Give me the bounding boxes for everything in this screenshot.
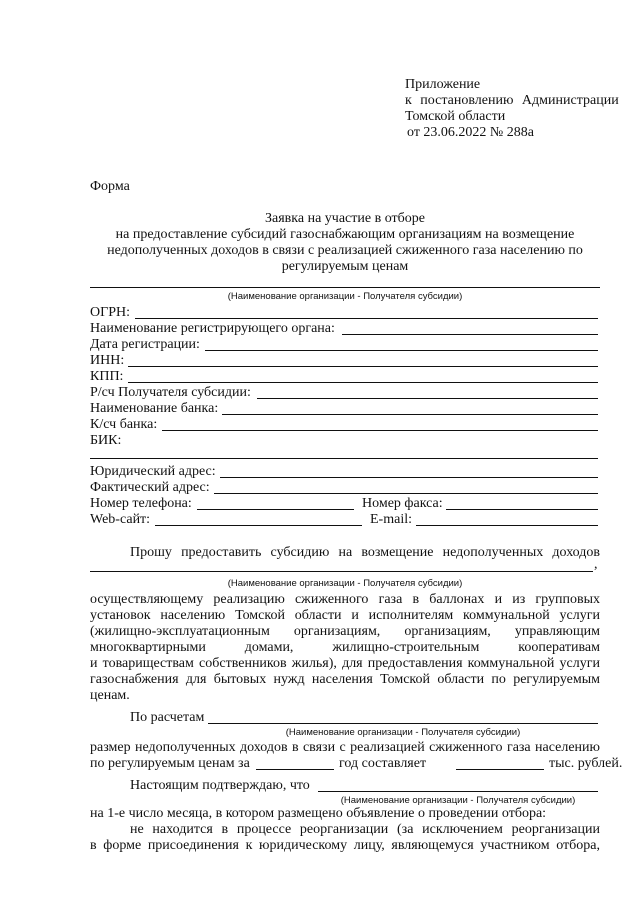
title-line-1: Заявка на участие в отборе (265, 211, 425, 226)
calc-org-caption: (Наименование организации - Получателя субсидии) (285, 727, 521, 738)
ogrn-field[interactable] (135, 318, 598, 319)
corr-account-field[interactable] (162, 430, 598, 431)
actual-address-label: Фактический адрес: (90, 480, 210, 495)
title-line-3: недополученных доходов в связи с реализацией сжиженного газа населению по (107, 243, 583, 258)
inn-label: ИНН: (90, 353, 125, 368)
request-body-line-5: и товариществам собственников жилья), для предоставления коммунальной услуги (90, 656, 600, 671)
request-intro: Прошу предоставить субсидию на возмещение недополученных доходов (130, 545, 600, 560)
reg-body-field[interactable] (342, 334, 598, 335)
bank-label: Наименование банка: (90, 401, 219, 416)
calc-line-2c: тыс. рублей. (549, 756, 623, 771)
legal-address-label: Юридический адрес: (90, 464, 216, 479)
confirm-label: Настоящим подтверждаю, что (130, 778, 310, 793)
account-field[interactable] (257, 398, 598, 399)
bank-field[interactable] (222, 414, 598, 415)
email-field[interactable] (416, 525, 598, 526)
confirm-line-3: в форме присоединения к юридическому лицу, являющемуся участником отбора, (90, 838, 600, 853)
request-body-line-3: (жилищно-эксплуатационным организациям, организациям, управляющим (90, 624, 600, 639)
appendix-line-3: Томской области (405, 109, 506, 124)
request-comma: , (594, 557, 598, 572)
fax-field[interactable] (446, 509, 598, 510)
fax-label: Номер факса: (362, 496, 443, 511)
account-label: Р/сч Получателя субсидии: (90, 385, 251, 400)
corr-account-label: К/сч банка: (90, 417, 158, 432)
confirm-org-caption: (Наименование организации - Получателя субсидии) (340, 795, 576, 806)
legal-address-field[interactable] (220, 477, 598, 478)
request-org-caption: (Наименование организации - Получателя субсидии) (227, 578, 463, 589)
calc-org-line[interactable] (208, 723, 598, 724)
appendix-line-4: от 23.06.2022 № 288а (407, 125, 535, 140)
calc-year-field[interactable] (256, 769, 334, 770)
kpp-field[interactable] (128, 382, 598, 383)
calc-line-2a: по регулируемым ценам за (90, 756, 250, 771)
title-line-4: регулируемым ценам (281, 259, 409, 274)
request-body-last: ценам. (90, 688, 130, 703)
calc-amount-field[interactable] (456, 769, 544, 770)
phone-field[interactable] (197, 509, 354, 510)
reg-body-label: Наименование регистрирующего органа: (90, 321, 335, 336)
request-body-line-1: осуществляющему реализацию сжиженного газа в баллонах и из групповых (90, 592, 600, 607)
bik-field[interactable] (90, 458, 598, 459)
bik-label: БИК: (90, 433, 122, 448)
title-line-2: на предоставление субсидий газоснабжающим организациям на возмещение (115, 227, 575, 242)
website-label: Web-сайт: (90, 512, 151, 527)
request-body-line-6: газоснабжения для бытовых нужд населения Томской области по регулируемым (90, 672, 600, 687)
reg-date-field[interactable] (205, 350, 598, 351)
request-org-line[interactable] (90, 571, 593, 572)
calc-line-2b: год составляет (339, 756, 427, 771)
inn-field[interactable] (128, 366, 598, 367)
confirm-org-line[interactable] (318, 791, 598, 792)
kpp-label: КПП: (90, 369, 124, 384)
website-field[interactable] (155, 525, 362, 526)
calc-label: По расчетам (130, 710, 205, 725)
actual-address-field[interactable] (214, 493, 598, 494)
confirm-line-2: не находится в процессе реорганизации (за исключением реорганизации (130, 822, 600, 837)
appendix-line-1: Приложение (405, 77, 481, 92)
org-name-caption: (Наименование организации - Получателя субсидии) (227, 291, 463, 302)
form-label: Форма (90, 179, 130, 194)
request-body-line-4: многоквартирными домами, жилищно-строительным кооперативам (90, 640, 600, 655)
ogrn-label: ОГРН: (90, 305, 130, 320)
reg-date-label: Дата регистрации: (90, 337, 200, 352)
phone-label: Номер телефона: (90, 496, 192, 511)
calc-line-1: размер недополученных доходов в связи с реализацией сжиженного газа населению (90, 740, 600, 755)
org-name-line[interactable] (90, 287, 600, 288)
email-label: E-mail: (370, 512, 412, 527)
appendix-line-2: к постановлению Администрации (405, 93, 619, 108)
confirm-line-1: на 1-е число месяца, в котором размещено объявление о проведении отбора: (90, 806, 547, 821)
request-body-line-2: установок населению Томской области и исполнителям коммунальной услуги (90, 608, 600, 623)
